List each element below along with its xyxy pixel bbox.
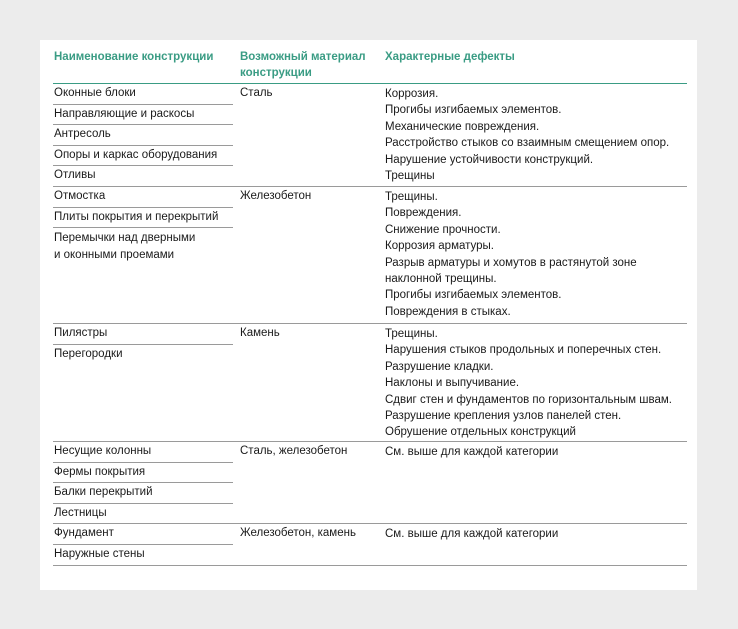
material-cell: Сталь — [240, 87, 273, 99]
construction-names — [53, 524, 233, 564]
construction-name — [53, 228, 233, 263]
defect-item: Трещины. — [385, 191, 438, 203]
construction-name: Направляющие и раскосы — [53, 105, 233, 126]
header-material-line2: конструкции — [240, 67, 312, 79]
header-construction-name: Наименование конструкции — [54, 51, 214, 63]
defect-item: См. выше для каждой категории — [385, 528, 559, 540]
header-material-line1: Возможный материал — [240, 51, 366, 63]
construction-names — [53, 442, 233, 523]
construction-name: Наружные стены — [54, 547, 145, 560]
defect-item: Снижение прочности. — [385, 223, 501, 236]
construction-name: Балки перекрытий — [53, 483, 233, 504]
construction-name-line: и оконными проемами — [54, 248, 175, 261]
construction-name: Отмостка — [53, 187, 233, 208]
header-defects: Характерные дефекты — [385, 51, 515, 63]
row-divider — [53, 565, 687, 566]
table-row-group-steel-concrete — [53, 442, 687, 524]
defects-cell — [385, 86, 685, 184]
defect-item: Расстройство стыков со взаимным смещением опор. — [385, 137, 670, 150]
defect-item: Механические повреждения. — [385, 120, 540, 133]
defect-item: Нарушения стыков продольных и поперечных стен. — [385, 344, 662, 357]
construction-names — [53, 324, 233, 364]
construction-name: Опоры и каркас оборудования — [53, 146, 233, 167]
construction-names — [53, 84, 233, 186]
defect-item: Прогибы изгибаемых элементов. — [385, 289, 562, 302]
material-cell: Камень — [240, 327, 280, 339]
construction-name: Антресоль — [53, 125, 233, 146]
defect-item: Разрыв арматуры и хомутов в растянутой зоне — [385, 256, 637, 269]
construction-name: Несущие колонны — [53, 442, 233, 463]
defects-cell — [385, 444, 685, 460]
table-row-group-concrete-stone — [53, 524, 687, 566]
defect-item: наклонной трещины. — [385, 273, 497, 286]
header-material — [240, 49, 380, 81]
material-cell: Железобетон — [240, 190, 312, 202]
defects-cell — [385, 526, 685, 542]
defect-item: Сдвиг стен и фундаментов по горизонтальным швам. — [385, 393, 672, 406]
construction-name: Перегородки — [54, 347, 123, 360]
defects-table — [40, 40, 697, 590]
defects-cell — [385, 326, 685, 441]
table-row-group-concrete — [53, 187, 687, 324]
construction-names — [53, 187, 233, 263]
defect-item: Повреждения. — [385, 207, 462, 220]
table-row-group-steel — [53, 84, 687, 187]
defect-item: Трещины — [385, 170, 435, 183]
defect-item: Разрушение крепления узлов панелей стен. — [385, 410, 622, 423]
construction-name: Плиты покрытия и перекрытий — [53, 208, 233, 229]
construction-name-line: Перемычки над дверными — [54, 232, 196, 244]
material-cell: Сталь, железобетон — [240, 445, 348, 457]
defect-item: Коррозия. — [385, 88, 439, 100]
construction-name: Лестницы — [54, 506, 107, 519]
defect-item: Обрушение отдельных конструкций — [385, 426, 576, 439]
defect-item: См. выше для каждой категории — [385, 446, 559, 458]
defect-item: Прогибы изгибаемых элементов. — [385, 104, 562, 117]
construction-name: Отливы — [54, 169, 96, 181]
construction-name: Оконные блоки — [53, 84, 233, 105]
defect-item: Наклоны и выпучивание. — [385, 377, 520, 390]
defects-cell — [385, 189, 685, 320]
defect-item: Трещины. — [385, 328, 438, 340]
construction-name: Фермы покрытия — [53, 463, 233, 484]
defect-item: Повреждения в стыках. — [385, 305, 511, 318]
construction-name: Пилястры — [53, 324, 233, 345]
table-row-group-stone — [53, 324, 687, 442]
material-cell: Железобетон, камень — [240, 527, 356, 539]
construction-name: Фундамент — [53, 524, 233, 545]
defect-item: Нарушение устойчивости конструкций. — [385, 153, 594, 166]
defect-item: Коррозия арматуры. — [385, 240, 494, 253]
defect-item: Разрушение кладки. — [385, 360, 494, 373]
